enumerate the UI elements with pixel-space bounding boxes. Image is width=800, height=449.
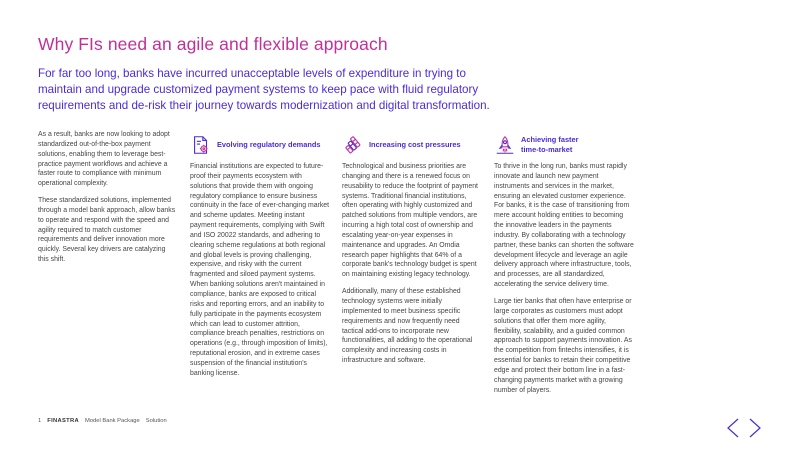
cost-paragraph-1: Technological and business priorities are changing and there is a renewed focus on reusability to reduce the footprint of payment systems. Traditional financial institutions, often operating with highly customized and patched solutions from multiple vendors, are incurring a high total cost of ownership and escalating year-on-year expenses in maintenance and upgrades. An Omdia research paper highlights that 64% of a corporate bank's technology budget is spent on maintaining existing legacy technology.: [342, 163, 478, 279]
regulatory-paragraph: Financial institutions are expected to future-proof their payments ecosystem with solutions that provide them with ongoing regulatory compliance to ensure business continuity in the face of ever-changing market and scheme updates. Meeting instant payment requirements, complying with Swift and ISO 20022 standards, and adhering to clearing scheme regulations at both regional and global levels is proving challenging, expensive, and risky with the current fragmented and siloed payment systems. When banking solutions aren't maintained in compliance, banks are exposed to critical risks and reporting errors, and an inability to fully participate in the payments ecosystem which can lead to customer attrition, compliance breach penalties, restrictions on operations (e.g., through imposition of limits), reputational erosion, and in extreme cases suspension of the financial institution's banking license.: [190, 163, 330, 377]
document-gear-icon: [190, 134, 212, 156]
time-to-market-heading-line-1: Achieving faster: [521, 135, 579, 144]
cost-header: [342, 128, 479, 162]
page-title: Why FIs need an agile and flexible approach: [38, 34, 388, 54]
time-to-market-paragraph-2: Large tier banks that often have enterprise or large corporates as customers must adopt solutions that offer them more agility, flexibility, scalability, and a guided common approach to support payments innovation. As the competition from fintechs intensifies, it is essential for banks to retain their competitive edge and protect their bottom line in a fast-changing payments market with a growing number of players.: [494, 297, 632, 394]
page-number: 1: [38, 418, 42, 424]
coins-stack-icon: [342, 134, 364, 156]
section-name: Solution: [145, 418, 167, 424]
time-to-market-heading-line-2: time-to-market: [521, 145, 573, 154]
chevron-right-icon[interactable]: [748, 418, 762, 438]
regulatory-column: [190, 130, 330, 386]
chevron-left-icon[interactable]: [726, 418, 740, 438]
intro-column-paragraph-1: As a result, banks are now looking to adopt standardized out-of-the-box payment solutions, enabling them to leverage best-practice payment workflows and achieve a faster route to compliance with minimum operational complexity.: [38, 131, 170, 188]
time-to-market-column: [494, 130, 634, 402]
intro-column: [38, 130, 178, 272]
page-footer: [38, 418, 167, 424]
document-title: Model Bank Package: [84, 418, 140, 424]
regulatory-heading: Evolving regulatory demands: [217, 140, 321, 149]
time-to-market-header: [494, 128, 634, 162]
regulatory-header: [190, 128, 330, 162]
brand-name: FINASTRA: [47, 418, 79, 424]
intro-paragraph: For far too long, banks have incurred unacceptable levels of expenditure in trying to maintain and upgrade customized payment systems to keep pace with fluid regulatory requirements and de-risk their journey towards modernization and digital transformation.: [38, 67, 490, 112]
rocket-icon: [494, 134, 516, 156]
time-to-market-paragraph-1: To thrive in the long run, banks must rapidly innovate and launch new payment instruments and services in the market, ensuring an elevated customer experience. For banks, it is the case of transitioning from mere account holding entities to becoming the innovative leaders in the payments industry. By collaborating with a technology partner, these banks can shorten the software development lifecycle and leverage an agile delivery approach where infrastructure, tools, and processes, are all standardized, accelerating the service delivery time.: [494, 163, 634, 289]
intro-column-paragraph-2: These standardized solutions, implemented through a model bank approach, allow banks to operate and respond with the speed and agility required to match customer requirements and deliver innovation more quickly. Several key drivers are catalyzing this shift.: [38, 197, 176, 264]
cost-heading: Increasing cost pressures: [369, 140, 461, 149]
cost-column: [342, 130, 479, 373]
cost-paragraph-2: Additionally, many of these established technology systems were initially implemented to meet business specific requirements and now frequently need tactical add-ons to incorporate new functionalities, all adding to the operational complexity and increasing costs in infrastructure and software.: [342, 288, 473, 365]
time-to-market-heading: [521, 135, 579, 155]
